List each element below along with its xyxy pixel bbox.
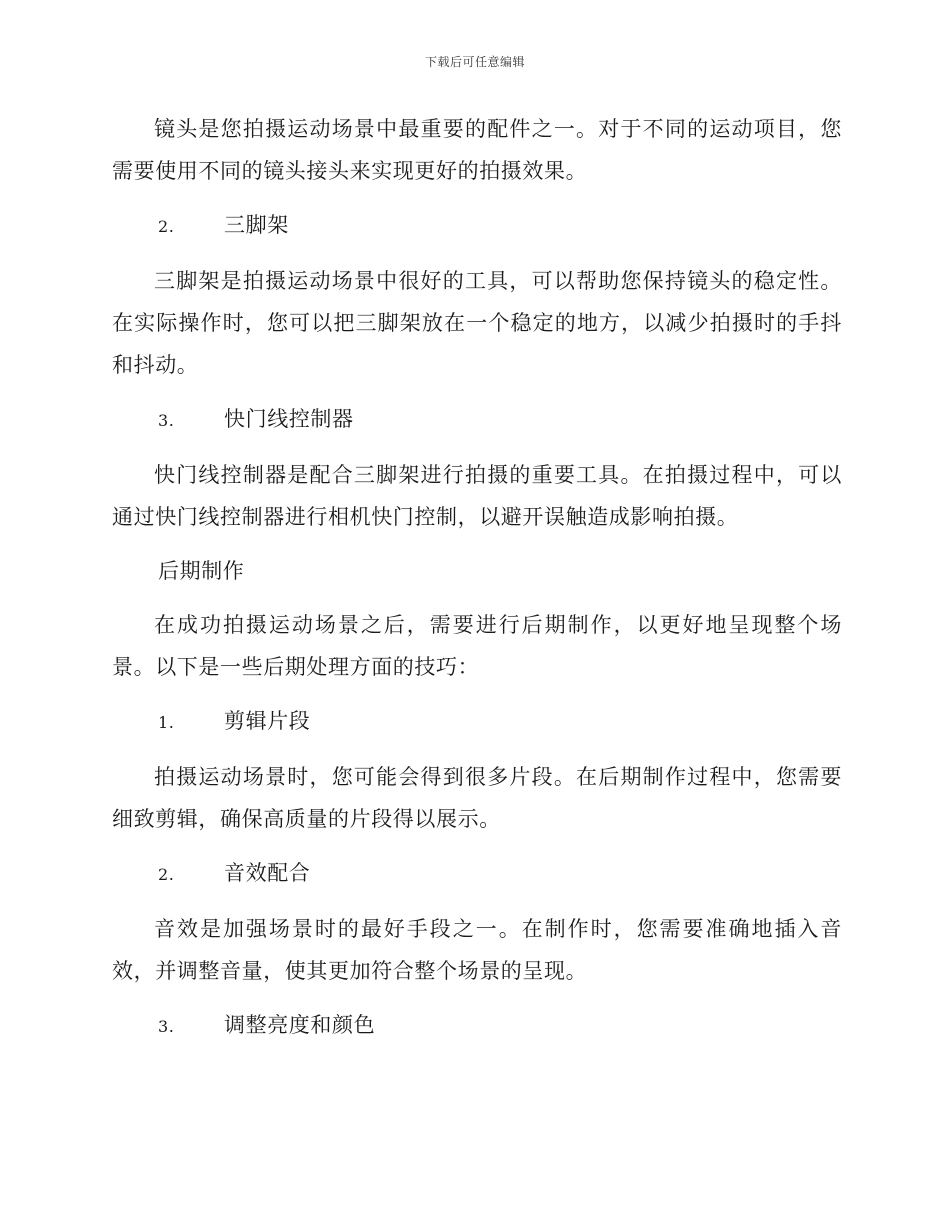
list-item-editing	[112, 700, 842, 744]
document-body	[112, 108, 842, 1060]
paragraph-editing: 拍摄运动场景时，您可能会得到很多片段。在后期制作过程中，您需要细致剪辑，确保高质量的片段得以展示。	[112, 765, 842, 831]
list-label: 调整亮度和颜色	[224, 1013, 376, 1037]
paragraph-tripod: 三脚架是拍摄运动场景中很好的工具，可以帮助您保持镜头的稳定性。在实际操作时，您可以把三脚架放在一个稳定的地方，以减少拍摄时的手抖和抖动。	[112, 269, 842, 377]
list-number: 3.	[158, 1017, 175, 1036]
paragraph-sound: 音效是加强场景时的最好手段之一。在制作时，您需要准确地插入音效，并调整音量，使其更加符合整个场景的呈现。	[112, 917, 842, 983]
list-number: 2.	[158, 865, 175, 884]
list-item-tripod	[112, 204, 842, 248]
list-number: 1.	[158, 713, 175, 732]
list-label: 剪辑片段	[224, 709, 311, 733]
paragraph-post-production-intro: 在成功拍摄运动场景之后，需要进行后期制作，以更好地呈现整个场景。以下是一些后期处理方面的技巧：	[112, 613, 842, 679]
paragraph-lens: 镜头是您拍摄运动场景中最重要的配件之一。对于不同的运动项目，您需要使用不同的镜头接头来实现更好的拍摄效果。	[112, 117, 842, 183]
list-item-brightness-color	[112, 1004, 842, 1048]
list-label: 音效配合	[224, 861, 311, 885]
list-number: 3.	[158, 411, 175, 430]
list-number: 2.	[158, 217, 175, 236]
paragraph-shutter-release: 快门线控制器是配合三脚架进行拍摄的重要工具。在拍摄过程中，可以通过快门线控制器进行相机快门控制，以避开误触造成影响拍摄。	[112, 463, 842, 529]
list-item-shutter-release	[112, 398, 842, 442]
page-header: 下载后可任意编辑	[424, 55, 525, 69]
list-label: 快门线控制器	[224, 407, 354, 431]
list-item-sound	[112, 852, 842, 896]
section-heading-post-production: 后期制作	[158, 559, 245, 583]
list-label: 三脚架	[224, 213, 289, 237]
